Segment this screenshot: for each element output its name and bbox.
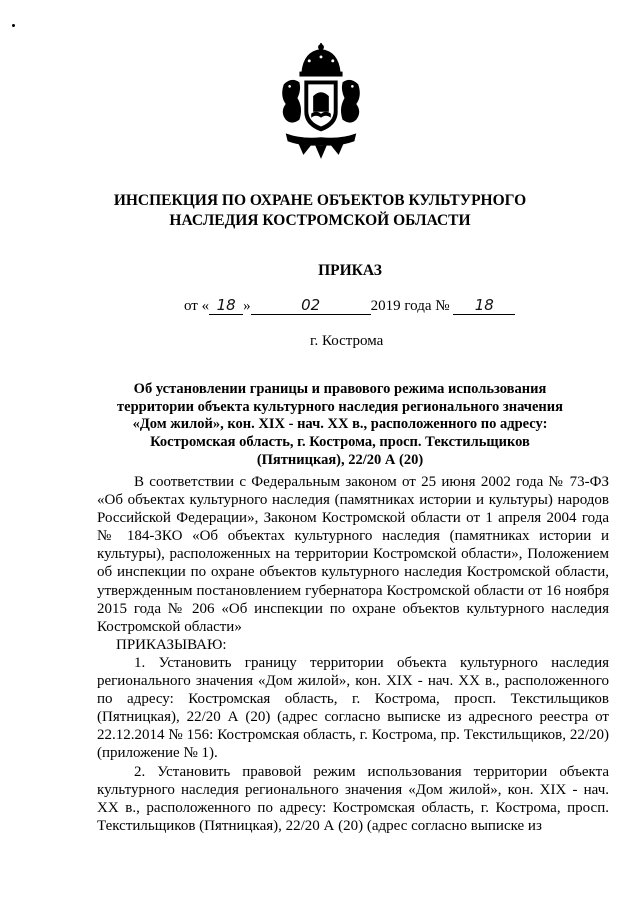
- day-suffix: »: [243, 298, 251, 314]
- subject-line-4: Костромская область, г. Кострома, просп. Текстильщиков: [150, 434, 530, 451]
- preamble-paragraph: В соответствии с Федеральным законом от 25 июня 2002 года № 73-ФЗ «Об объектах культурного наследия (памятниках истории и культуры) народов Российской Федерации», Законом Костромской области от 1 апреля 2004 года № 184-ЗКО «Об объектах культурного наследия (памятниках истории и культуры), расположенных на территории Костромской области», Положением об инспекции по охране объектов культурного наследия Костромской области, утвержденным постановлением губернатора Костромской области от 16 ноября 2015 года № 206 «Об инспекции по охране объектов культурного наследия Костромской области»: [97, 474, 609, 635]
- subject-line-1: Об установлении границы и правового режима использования: [133, 381, 547, 397]
- subject-line-5: (Пятницкая), 22/20 А (20): [256, 451, 424, 468]
- date-prefix: от «: [184, 298, 210, 314]
- order-city: г. Кострома: [310, 333, 384, 349]
- order-month-field: 02: [251, 296, 371, 315]
- year-text: 2019 года №: [370, 298, 450, 314]
- organization-heading: [60, 191, 580, 231]
- organization-line-2: НАСЛЕДИЯ КОСТРОМСКОЙ ОБЛАСТИ: [169, 212, 471, 229]
- command-word: ПРИКАЗЫВАЮ:: [116, 636, 227, 653]
- order-title: ПРИКАЗ: [318, 262, 382, 279]
- coat-of-arms-icon: [272, 42, 370, 162]
- subject-line-2: территории объекта культурного наследия регионального значения: [117, 398, 563, 415]
- order-item-1: 1. Установить границу территории объекта культурного наследия регионального значения «Дом жилой», кон. XIX - нач. XX в., расположенного по адресу: Костромская область, г. Кострома, просп. Текстильщиков (Пятницкая), 22/20 А (20) (адрес согласно выписке из адресного реестра от 22.12.2014 № 156: Костромская область, г. Кострома, пр. Текстильщиков, 22/20) (приложение № 1).: [97, 654, 609, 762]
- subject-line-3: «Дом жилой», кон. XIX - нач. XX в., расположенного по адресу:: [132, 416, 548, 433]
- order-day-field: 18: [209, 296, 243, 315]
- order-item-2: 2. Установить правовой режим использования территории объекта культурного наследия регионального значения «Дом жилой», кон. XIX - нач. XX в., расположенного по адресу: Костромская область, г. Кострома, просп. Текстильщиков (Пятницкая), 22/20 А (20) (адрес согласно выписке из: [97, 763, 609, 834]
- order-date-line: [184, 296, 515, 315]
- scan-speck: [12, 24, 15, 27]
- organization-line-1: ИНСПЕКЦИЯ ПО ОХРАНЕ ОБЪЕКТОВ КУЛЬТУРНОГО: [113, 192, 527, 209]
- order-subject: [80, 381, 600, 470]
- order-number-field: 18: [453, 296, 515, 315]
- order-body: [97, 473, 609, 835]
